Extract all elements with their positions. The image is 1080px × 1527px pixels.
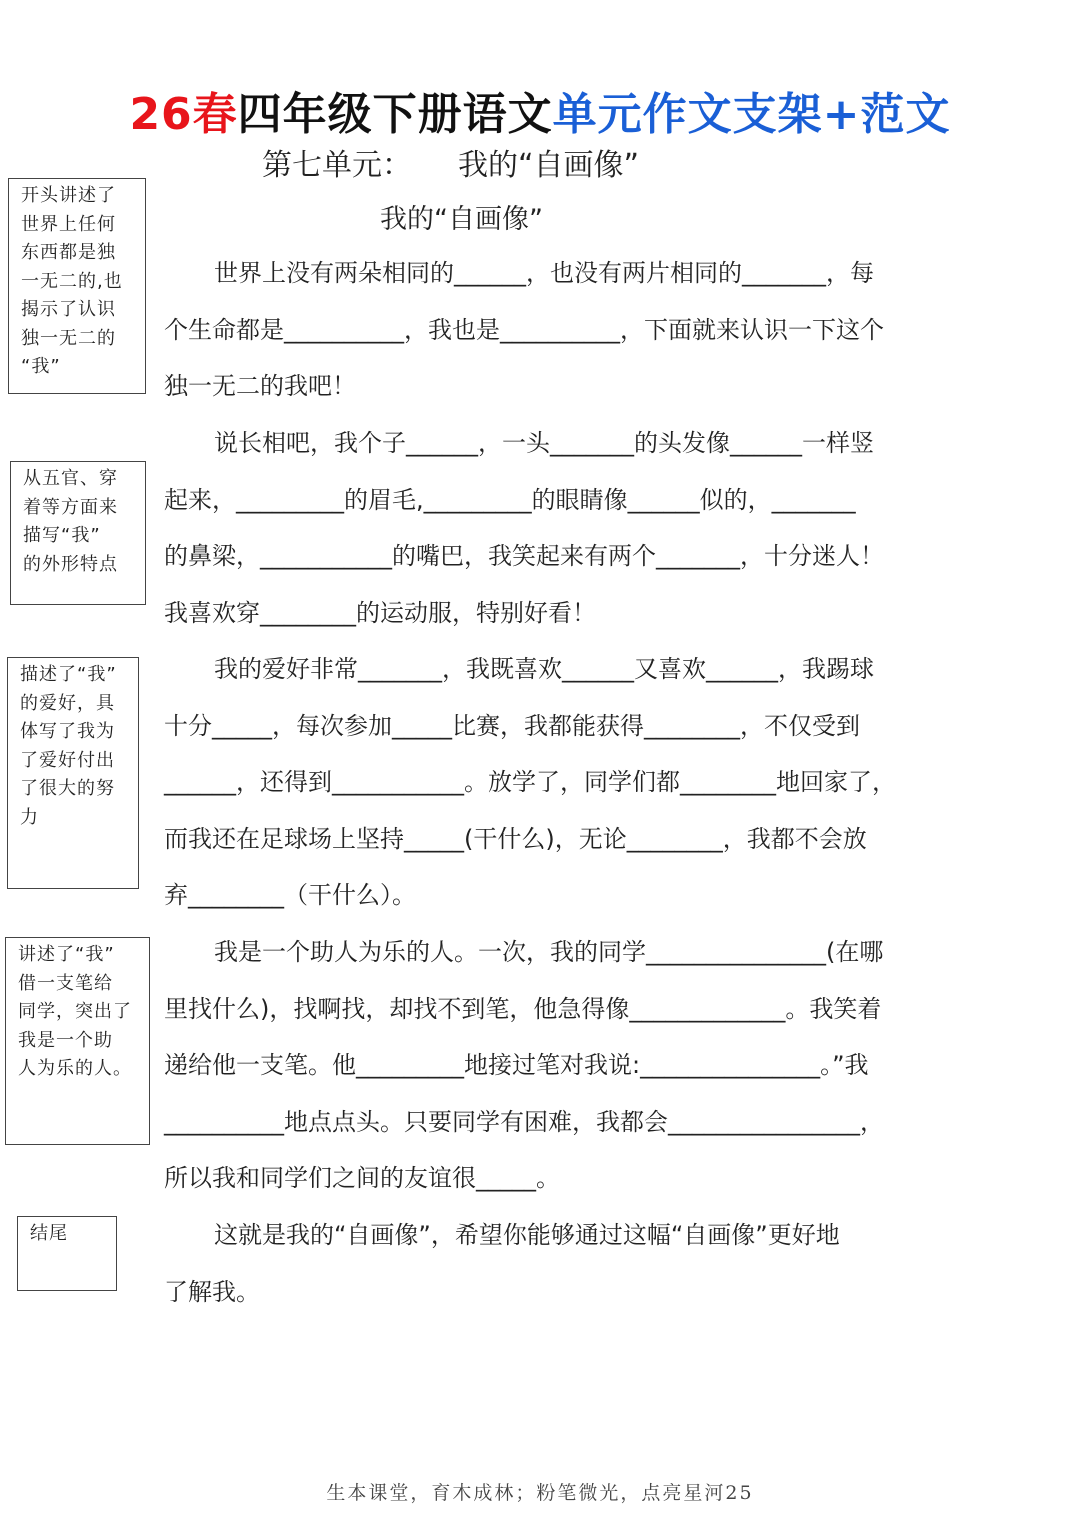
paragraph-opening: [164, 245, 924, 415]
title-year: 26春: [129, 89, 238, 140]
paragraph-line: 里找什么)，找啊找，却找不到笔，他急得像_____________。我笑着: [164, 994, 882, 1023]
note-line: 讲述了“我”: [18, 944, 115, 965]
note-line: 世界上任何: [21, 213, 116, 235]
paragraph-line: 个生命都是__________，我也是__________，下面就来认识一下这个: [164, 315, 884, 344]
paragraph-line: 的鼻梁，___________的嘴巴，我笑起来有两个_______，十分迷人！: [164, 542, 884, 571]
note-line: 的外形特点: [23, 553, 118, 575]
page-footer: 生本课堂，育木成林；粉笔微光，点亮星河25: [326, 1482, 754, 1504]
note-line: 着等方面来: [23, 496, 118, 518]
paragraph-line: 我是一个助人为乐的人。一次，我的同学_______________(在哪: [214, 938, 884, 966]
note-line: 描述了“我”: [20, 664, 117, 685]
note-line: 力: [20, 806, 39, 828]
note-line: 从五官、穿: [23, 468, 118, 489]
note-line: 体写了我为: [20, 721, 115, 742]
note-line: 我是一个助: [18, 1029, 113, 1051]
paragraph-line: 弃________（干什么）。: [164, 881, 416, 910]
paragraph-ending: [164, 1207, 924, 1320]
note-line: 一无二的,也: [21, 270, 123, 292]
paragraph-line: __________地点点头。只要同学有困难，我都会________________，: [164, 1107, 884, 1136]
title-topic: 单元作文支架+范文: [552, 89, 951, 140]
paragraph-line: ______，还得到___________。放学了，同学们都________地回家了，: [164, 768, 896, 797]
paragraph-line: 这就是我的“自画像”，希望你能够通过这幅“自画像”更好地: [214, 1221, 840, 1249]
paragraph-line: 我喜欢穿________的运动服，特别好看！: [164, 598, 596, 627]
note-line: 同学，突出了: [18, 1001, 132, 1022]
note-line: 的爱好，具: [20, 692, 115, 714]
paragraph-line: 起来，_________的眉毛,_________的眼睛像______似的，_______: [164, 485, 856, 514]
note-line: 独一无二的: [21, 327, 116, 349]
essay-title: 我的“自画像”: [380, 204, 543, 235]
note-line: 了爱好付出: [20, 749, 115, 771]
unit-topic: 我的“自画像”: [458, 148, 640, 183]
note-line: 东西都是独: [21, 242, 116, 263]
note-line: 描写“我”: [23, 525, 101, 546]
margin-note-ending: [17, 1216, 117, 1291]
paragraph-line: 十分_____，每次参加_____比赛，我都能获得________，不仅受到: [164, 711, 860, 740]
paragraph-line: 递给他一支笔。他_________地接过笔对我说:_______________。”我: [164, 1051, 869, 1080]
paragraph-appearance: [164, 415, 924, 641]
note-line: “我”: [21, 356, 61, 377]
paragraph-line: 我的爱好非常_______，我既喜欢______又喜欢______，我踢球: [214, 655, 874, 683]
unit-label: 第七单元：: [262, 148, 412, 183]
note-line: 人为乐的人。: [18, 1058, 132, 1079]
paragraph-hobby: [164, 641, 924, 924]
paragraph-helping: [164, 924, 924, 1207]
note-line: 开头讲述了: [21, 185, 116, 206]
unit-subtitle: [262, 140, 639, 184]
title-grade: 四年级下册语文: [237, 89, 553, 140]
note-line: 了很大的努: [20, 778, 115, 799]
note-line: 借一支笔给: [18, 972, 113, 994]
note-line: 结尾: [30, 1223, 68, 1244]
paragraph-line: 所以我和同学们之间的友谊很_____。: [164, 1164, 560, 1193]
paragraph-line: 世界上没有两朵相同的______，也没有两片相同的_______，每: [214, 259, 874, 287]
document-title: [0, 78, 1080, 142]
note-line: 揭示了认识: [21, 299, 116, 320]
paragraph-line: 了解我。: [164, 1277, 260, 1306]
paragraph-line: 说长相吧，我个子______，一头_______的头发像______一样竖: [214, 429, 874, 457]
paragraph-line: 而我还在足球场上坚持_____(干什么)，无论________，我都不会放: [164, 824, 867, 853]
paragraph-line: 独一无二的我吧！: [164, 372, 356, 401]
